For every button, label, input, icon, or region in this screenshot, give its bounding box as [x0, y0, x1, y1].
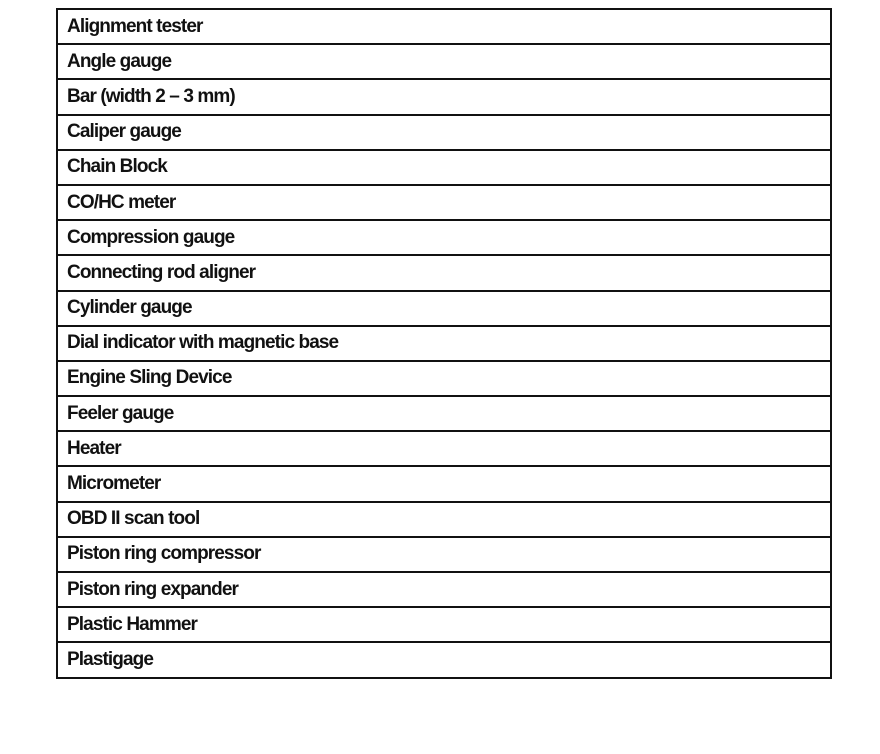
tool-name-cell: CO/HC meter	[57, 185, 831, 220]
table-row	[57, 220, 831, 255]
table-row	[57, 150, 831, 185]
table-row	[57, 396, 831, 431]
table-row	[57, 115, 831, 150]
table-row	[57, 79, 831, 114]
tool-name-cell: Caliper gauge	[57, 115, 831, 150]
table-row	[57, 9, 831, 44]
tool-name-cell: Piston ring expander	[57, 572, 831, 607]
tool-name-cell: Dial indicator with magnetic base	[57, 326, 831, 361]
table-row	[57, 361, 831, 396]
tool-name-cell: Plastic Hammer	[57, 607, 831, 642]
tool-name-cell: Plastigage	[57, 642, 831, 677]
tool-name-cell: Angle gauge	[57, 44, 831, 79]
table-row	[57, 572, 831, 607]
table-row	[57, 607, 831, 642]
table-row	[57, 642, 831, 677]
tool-name-cell: Bar (width 2 – 3 mm)	[57, 79, 831, 114]
tool-name-cell: Alignment tester	[57, 9, 831, 44]
tool-name-cell: Chain Block	[57, 150, 831, 185]
table-row	[57, 466, 831, 501]
tools-table-body	[57, 9, 831, 678]
tool-name-cell: Engine Sling Device	[57, 361, 831, 396]
table-row	[57, 185, 831, 220]
tool-name-cell: Heater	[57, 431, 831, 466]
tool-name-cell: Piston ring compressor	[57, 537, 831, 572]
table-row	[57, 326, 831, 361]
tool-name-cell: Cylinder gauge	[57, 291, 831, 326]
table-row	[57, 44, 831, 79]
table-row	[57, 502, 831, 537]
table-row	[57, 291, 831, 326]
tool-name-cell: Feeler gauge	[57, 396, 831, 431]
tool-name-cell: OBD II scan tool	[57, 502, 831, 537]
table-row	[57, 537, 831, 572]
table-row	[57, 255, 831, 290]
table-row	[57, 431, 831, 466]
tools-table	[56, 8, 832, 679]
tool-name-cell: Connecting rod aligner	[57, 255, 831, 290]
tool-name-cell: Compression gauge	[57, 220, 831, 255]
tool-name-cell: Micrometer	[57, 466, 831, 501]
